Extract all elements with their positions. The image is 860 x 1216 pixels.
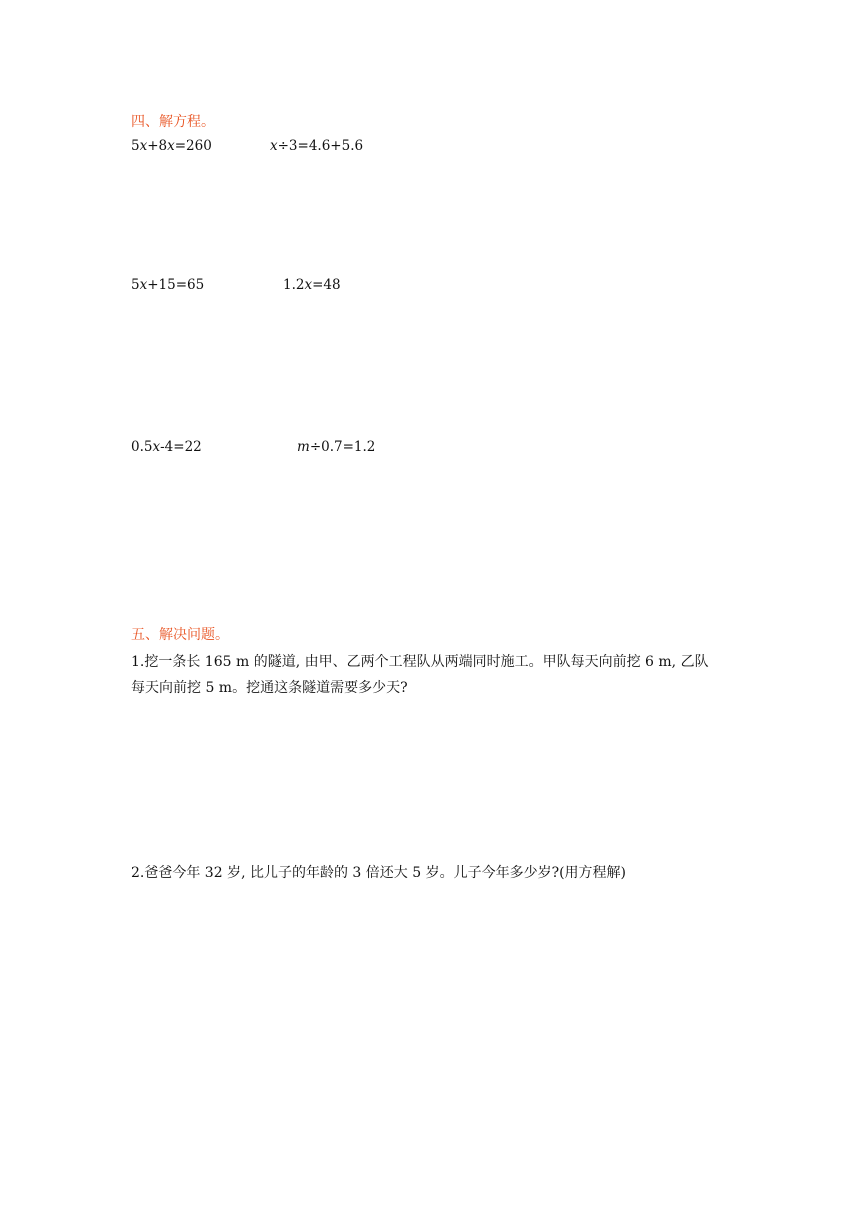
equation-4: 1.2x=48 <box>283 277 341 293</box>
equation-6: m÷0.7=1.2 <box>297 439 376 455</box>
equation-3: 5x+15=65 <box>131 277 205 293</box>
problem-1-line-1: 1.挖一条长 165 m 的隧道, 由甲、乙两个工程队从两端同时施工。甲队每天向前挖 6 m, 乙队 <box>131 654 709 670</box>
equation-1: 5x+8x=260 <box>131 138 212 154</box>
problem-2-line-1: 2.爸爸今年 32 岁, 比儿子的年龄的 3 倍还大 5 岁。儿子今年多少岁?(用方程解) <box>131 865 627 881</box>
section-five-heading: 五、解决问题。 <box>131 627 229 643</box>
problem-1-line-2: 每天向前挖 5 m。挖通这条隧道需要多少天? <box>131 680 408 696</box>
equation-5: 0.5x-4=22 <box>131 439 202 455</box>
equation-2: x÷3=4.6+5.6 <box>270 138 364 154</box>
section-four-heading: 四、解方程。 <box>131 114 215 130</box>
